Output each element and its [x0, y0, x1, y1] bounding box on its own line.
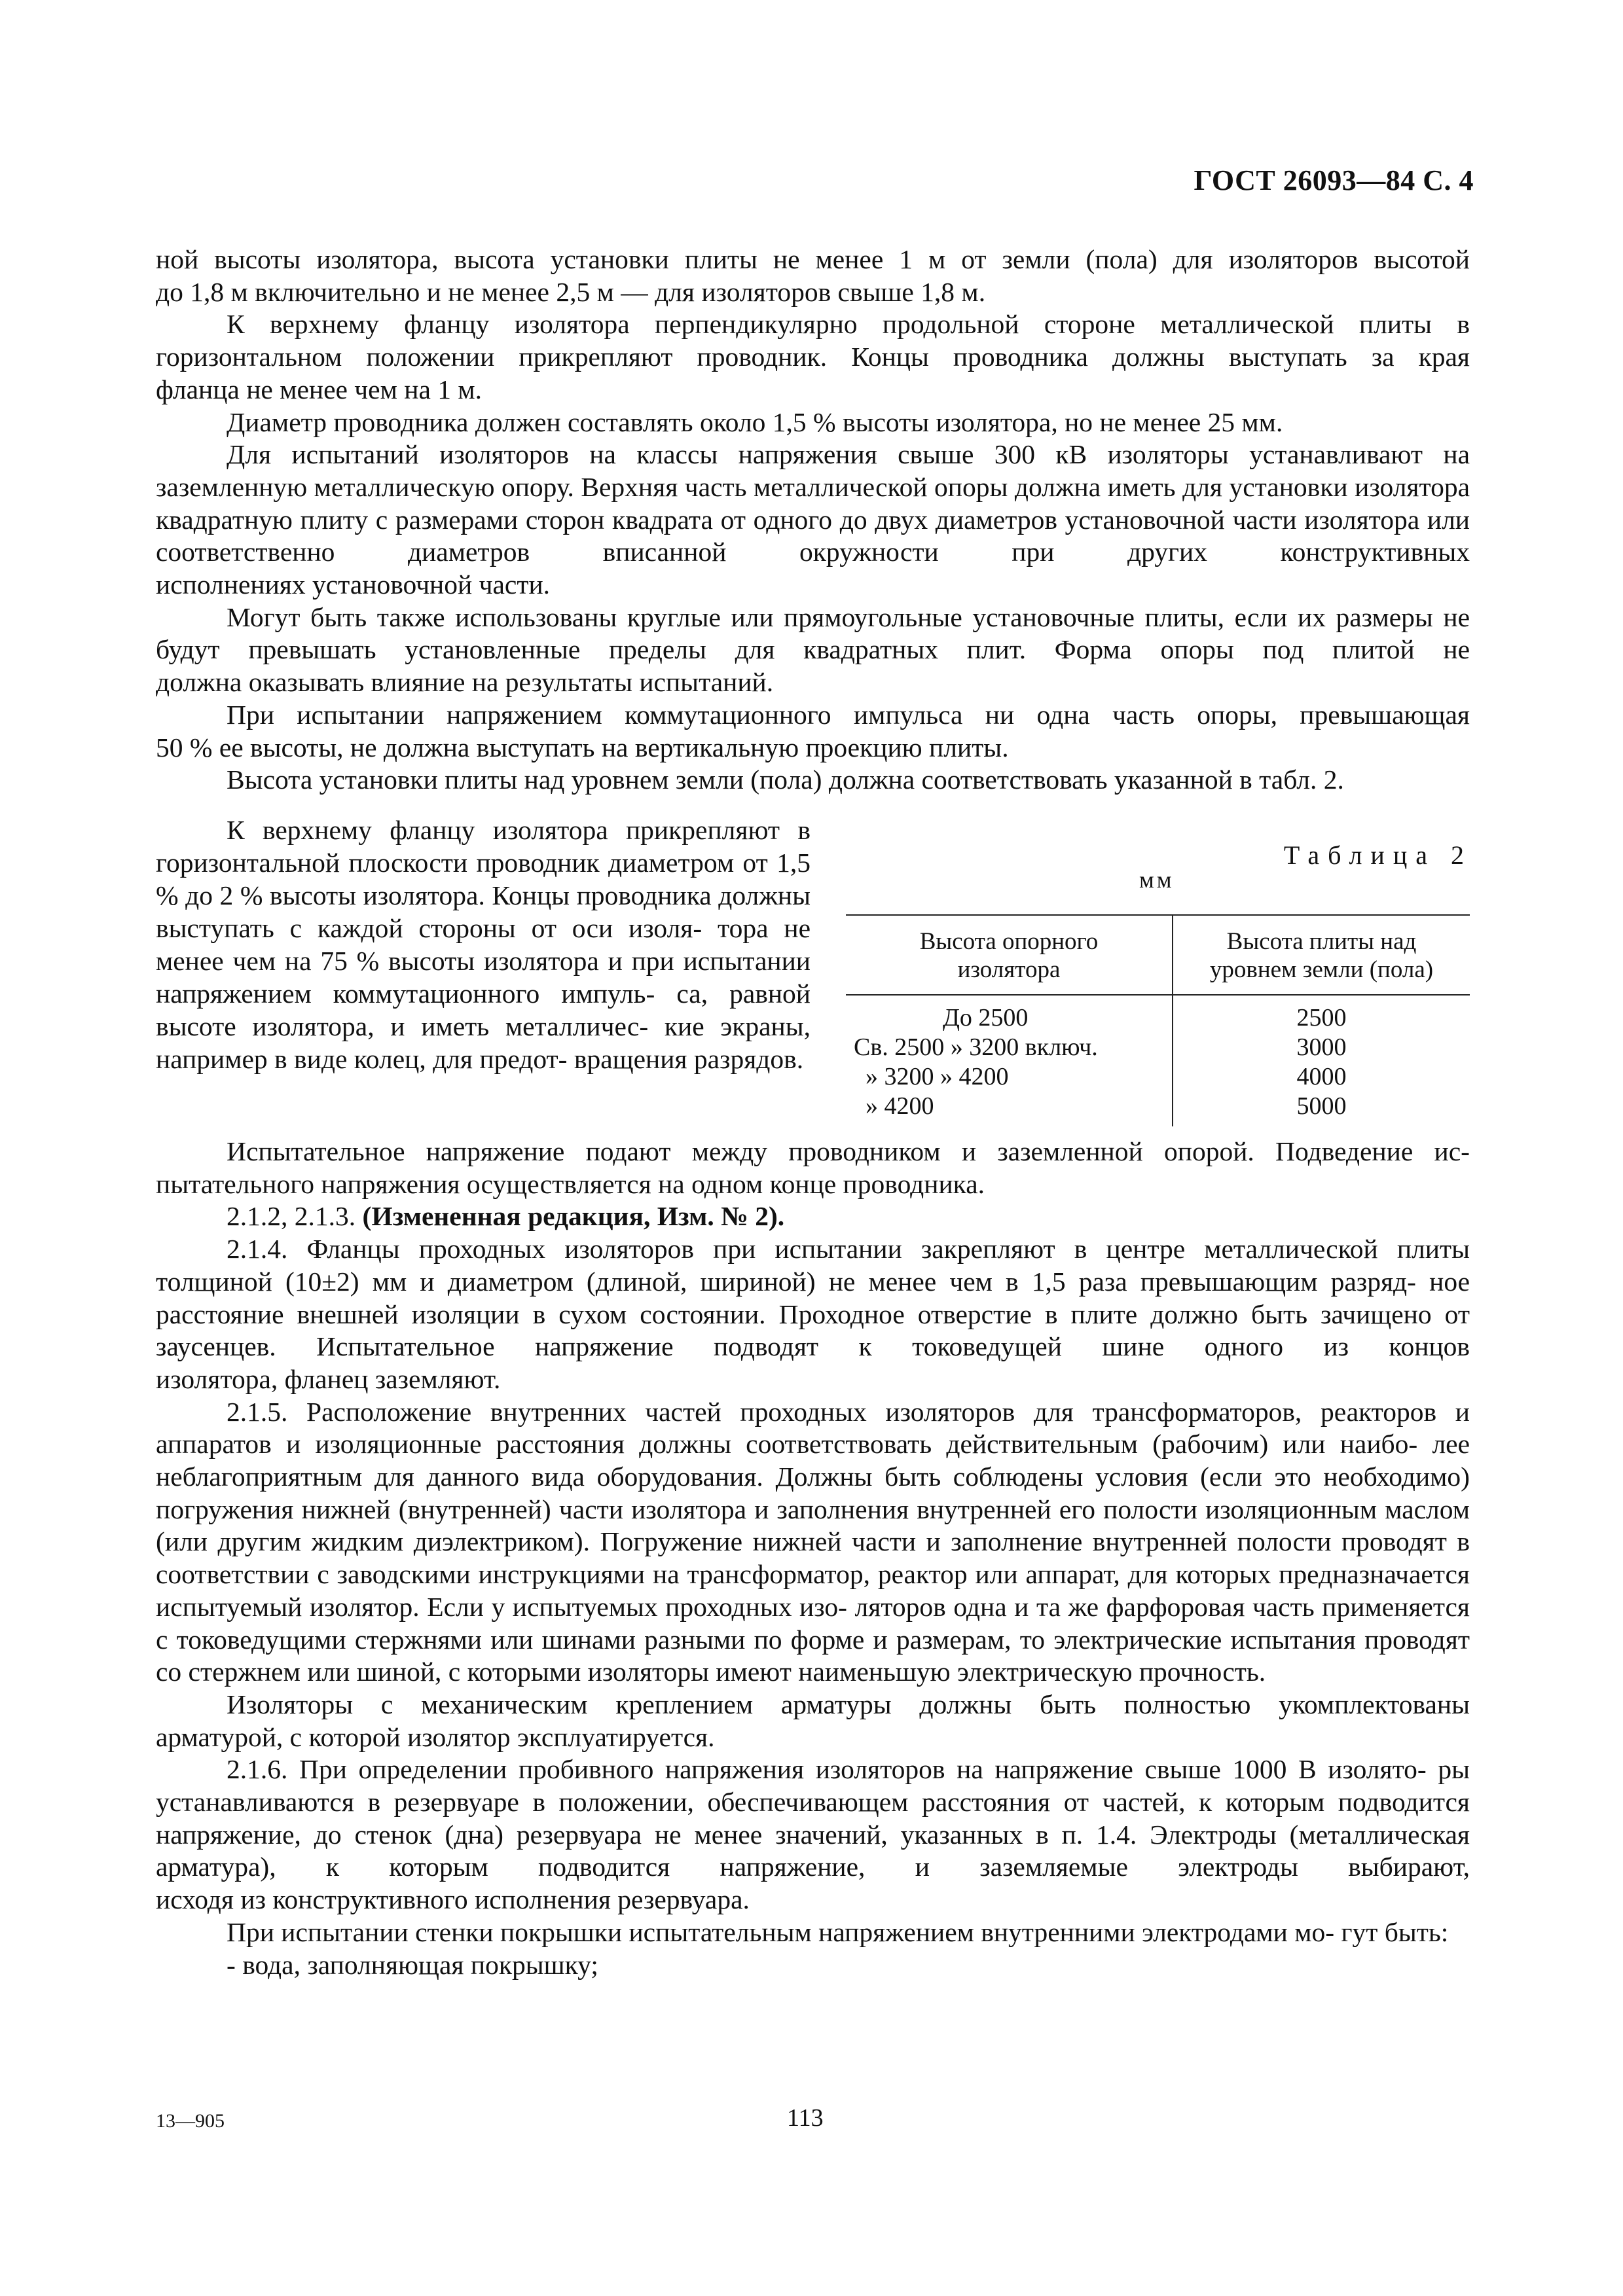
text-line: - вода, заполняющая покрышку;	[227, 1949, 598, 1980]
paragraph	[156, 1916, 1470, 1949]
text-line: необходимо) погружения нижней (внутренней) части изолятора и заполнения внутренней его полости	[156, 1462, 1470, 1524]
paragraph	[156, 1200, 1470, 1233]
text-line: горизонтальной плоскости проводник диаметром от	[156, 848, 768, 878]
text-line: пытательного напряжения осуществляется на одном конце проводника.	[156, 1168, 985, 1199]
text-line: Изоляторы с механическим креплением арматуры должны быть полностью укомплектованы	[227, 1689, 1470, 1719]
text-line: или аппарат, для которых предназначается испытуемый изолятор. Если у испытуемых проходных изо-	[156, 1559, 1470, 1622]
text-line: (металлическая арматура), к которым подводится напряжение, и заземляемые электроды выбирают,	[156, 1819, 1470, 1882]
paragraph	[156, 1949, 1470, 1982]
paragraph	[156, 699, 1470, 764]
table-unit: мм	[1139, 867, 1175, 893]
text-line: 2.1.4. Фланцы проходных изоляторов при испытании закрепляют в центре металлической плиты	[227, 1234, 1470, 1265]
page-number: 113	[787, 2104, 824, 2132]
text-line: Испытательное напряжение подают между проводником и заземленной опорой. Подведение ис-	[227, 1136, 1470, 1166]
table-cell: » 3200 » 4200	[866, 1063, 1009, 1090]
text-line: исходя из конструктивного исполнения резервуара.	[156, 1884, 750, 1915]
text-line: са, равной высоте изолятора, и иметь металличес-	[156, 978, 811, 1041]
text-line: 50 % ее высоты, не должна выступать на вертикальную проекцию плиты.	[156, 732, 1009, 762]
text-line: Могут быть также использованы круглые или прямоугольные установочные плиты, если их	[227, 601, 1326, 632]
paragraph	[156, 1233, 1470, 1396]
table-body-row	[846, 995, 1470, 1126]
text-line: К верхнему фланцу изолятора перпендикулярно продольной стороне металлической плиты в	[227, 309, 1470, 340]
text-line: толщиной (10±2) мм и диаметром (длиной, шириной) не менее чем в 1,5 раза превышающим разряд-	[156, 1266, 1416, 1297]
top-text-block	[156, 243, 1470, 797]
text-line: При испытании напряжением коммутационного импульса ни одна часть опоры, превышающая	[227, 699, 1470, 730]
table-header-cell: Высота плиты над уровнем земли (пола)	[1173, 915, 1470, 995]
paragraph	[156, 439, 1470, 601]
text-line: лее неблагоприятным для данного вида оборудования. Должны быть соблюдены условия (если это	[156, 1429, 1470, 1492]
table-cell: 3000	[1296, 1033, 1347, 1061]
text-line: При испытании стенки покрышки испытательным напряжением внутренними электродами мо-	[227, 1916, 1335, 1947]
text-line: части изолятора или соответственно диаметров вписанной окружности при других конструктивных	[156, 504, 1470, 567]
text-line: размеры не будут превышать установленные пределы для квадратных плит. Форма опоры под плитой не	[156, 601, 1470, 665]
text-line: тора не менее чем на 75 % высоты изолятора и при	[156, 913, 811, 976]
text-line: по форме и размерам, то электрические испытания проводят со стержнем или шиной, с которыми	[156, 1624, 1470, 1687]
table-cell: Св. 2500 » 3200 включ.	[854, 1033, 1098, 1061]
table-cell: До 2500	[943, 1004, 1029, 1031]
data-table	[846, 914, 1470, 1126]
paragraph	[156, 406, 1470, 439]
text-line: 2.1.5. Расположение внутренних частей проходных изоляторов для трансформаторов, реакторов и	[227, 1396, 1470, 1427]
text-line: испытании напряжением коммутационного импуль-	[156, 946, 811, 1009]
paragraph	[156, 764, 1470, 797]
text-line: заземленную металлическую опору. Верхняя часть металлической опоры должна иметь для установки	[156, 471, 1348, 502]
page-header: ГОСТ 26093—84 С. 4	[1194, 164, 1474, 196]
text-line: гут быть:	[1341, 1916, 1449, 1947]
plate-height-column	[1173, 995, 1470, 1126]
bottom-text-block	[156, 1136, 1470, 1981]
text-line: горизонтальном положении прикрепляют проводник. Концы проводника должны выступать за края	[156, 342, 1470, 372]
bold-text: (Измененная редакция, Изм. № 2).	[362, 1201, 785, 1232]
footer-code: 13—905	[156, 2110, 225, 2132]
text-line: 2.1.2, 2.1.3.	[227, 1201, 363, 1232]
paragraph	[156, 601, 1470, 699]
table-cell: 4000	[1296, 1063, 1347, 1090]
insulator-height-column	[846, 995, 1173, 1126]
text-line: должна оказывать влияние на результаты испытаний.	[156, 667, 774, 698]
text-line: должны выступать с каждой стороны от оси изоля-	[156, 880, 811, 943]
paragraph	[156, 814, 811, 1075]
paragraph	[156, 1689, 1470, 1753]
text-line: ляторов одна и та же фарфоровая часть применяется с токоведущими стержнями или шинами разными	[156, 1591, 1470, 1655]
table-cell: 2500	[1296, 1004, 1347, 1031]
text-line: 1,5 % до 2 % высоты изолятора. Концы проводника	[156, 848, 811, 910]
text-line: арматурой, с которой изолятор эксплуатируется.	[156, 1721, 715, 1752]
text-line: аппаратов и изоляционные расстояния должны соответствовать действительным (рабочим) или наибо-	[156, 1429, 1418, 1460]
text-line: внутренней полости проводят в соответствии с заводскими инструкциями на трансформатор, реактор	[156, 1526, 1470, 1590]
text-line: К верхнему фланцу изолятора прикрепляют в	[227, 815, 811, 845]
text-line: до 1,8 м включительно и не менее 2,5 м — для изоляторов свыше 1,8 м.	[156, 276, 986, 307]
text-line: изоляционным маслом (или другим жидким диэлектриком). Погружение нижней части и заполнение	[156, 1494, 1470, 1557]
text-line: изолятора, фланец заземляют.	[156, 1363, 501, 1394]
table-header-row	[846, 915, 1470, 995]
paragraph	[156, 1753, 1470, 1916]
table-header-cell: Высота опорного изолятора	[846, 915, 1173, 995]
text-line: исполнениях установочной части.	[156, 569, 551, 600]
paragraph	[156, 1136, 1470, 1200]
text-line: Диаметр проводника должен составлять около 1,5 % высоты изолятора, но не менее 25 мм.	[227, 406, 1283, 437]
table-cell: 5000	[1296, 1092, 1347, 1120]
text-line: ной высоты изолятора, высота установки плиты не менее 1 м от земли (пола) для изоляторов высотой	[156, 244, 1470, 274]
text-line: Высота установки плиты над уровнем земли (пола) должна соответствовать указанной в табл. 2.	[227, 764, 1344, 795]
text-line: вращения разрядов.	[574, 1044, 804, 1074]
table-caption: Таблица 2	[1283, 840, 1472, 870]
wrapped-paragraph	[156, 814, 811, 1075]
text-line: подводится напряжение, до стенок (дна) резервуара не менее значений, указанных в п. 1.4. Электроды	[156, 1787, 1470, 1850]
text-line: фланца не менее чем на 1 м.	[156, 374, 482, 404]
text-line: 2.1.6. При определении пробивного напряжения изоляторов на напряжение свыше 1000 В изолято-	[227, 1754, 1427, 1785]
text-line: ры устанавливаются в резервуаре в положении, обеспечивающем расстояния от частей, к которым	[156, 1754, 1470, 1818]
text-line: изолятора квадратную плиту с размерами сторон квадрата от одного до двух диаметров установочной	[156, 471, 1470, 535]
table-cell: » 4200	[866, 1092, 934, 1120]
paragraph	[156, 243, 1470, 308]
paragraph	[156, 1396, 1470, 1689]
text-line: кие экраны, например в виде колец, для предот-	[156, 1011, 811, 1074]
paragraph	[156, 308, 1470, 406]
text-line: зачищено от заусенцев. Испытательное напряжение подводят к токоведущей шине одного из концов	[156, 1299, 1470, 1362]
text-line: изоляторы имеют наименьшую электрическую прочность.	[587, 1657, 1266, 1687]
text-line: Для испытаний изоляторов на классы напряжения свыше 300 кВ изоляторы устанавливают на	[227, 439, 1470, 470]
text-line: ное расстояние внешней изоляции в сухом состоянии. Проходное отверстие в плите должно быть	[156, 1266, 1470, 1329]
